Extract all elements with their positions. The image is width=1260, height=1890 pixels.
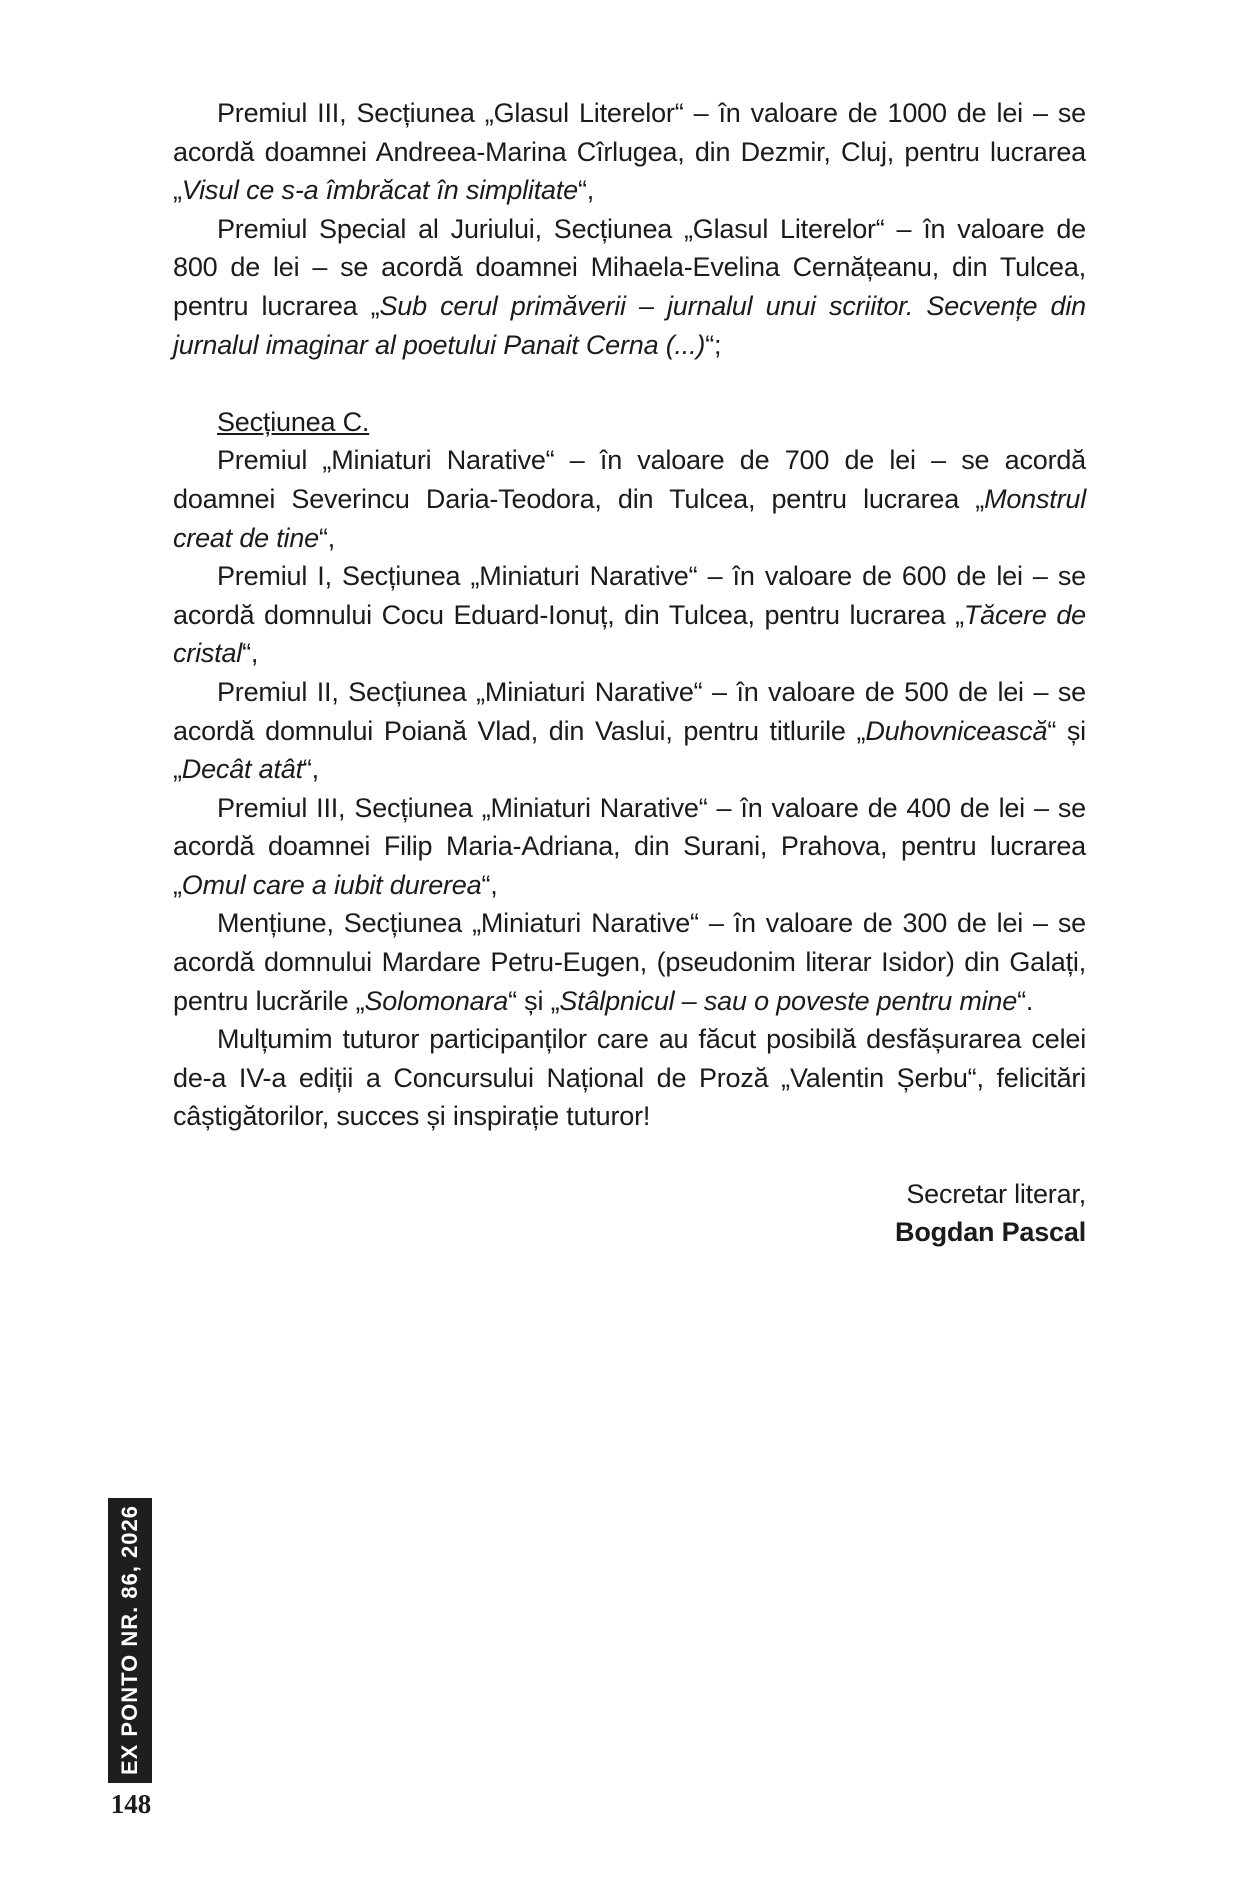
text-run: Premiul II, Secțiunea „Miniaturi Narative“ – în valoare de 500 de lei – se acordă domnului Poiană Vlad, din Vaslui, pentru titlurile „ bbox=[173, 676, 1086, 746]
para-premiul-special-juriului bbox=[173, 210, 1086, 364]
text-run: Secțiunea C. bbox=[217, 406, 370, 437]
text-run: “; bbox=[705, 329, 722, 360]
text-run: Monstrul creat de tine bbox=[173, 483, 1086, 553]
text-run: Premiul I, Secțiunea „Miniaturi Narative“ – în valoare de 600 de lei – se acordă domnului Cocu Eduard-Ionuț, din Tulcea, pentru lucrarea „ bbox=[173, 561, 1086, 630]
text-run: “, bbox=[319, 522, 336, 553]
text-run: Sub cerul primăverii – jurnalul unui scriitor. Secvențe din jurnalul imaginar al poetului Panait Cerna (...) bbox=[173, 290, 1086, 360]
para-premiul-1-miniaturi bbox=[173, 557, 1086, 673]
text-run: “ și „ bbox=[508, 985, 560, 1016]
para-premiul-miniaturi-narative bbox=[173, 441, 1086, 557]
signature-name: Bogdan Pascal bbox=[895, 1217, 1086, 1248]
body-text bbox=[173, 94, 1086, 1252]
text-run: Tăcere de cristal bbox=[173, 599, 1086, 669]
text-run: Omul care a iubit durerea bbox=[181, 869, 482, 900]
paragraph-list bbox=[173, 94, 1086, 1136]
text-run: “ și „ bbox=[173, 715, 1086, 785]
text-run: “, bbox=[242, 638, 259, 669]
heading-sectiunea-c bbox=[173, 403, 1086, 442]
text-run: Premiul III, Secțiunea „Miniaturi Narative“ – în valoare de 400 de lei – se acordă doamnei Filip Maria-Adriana, din Surani, Prahova, pentru lucrarea „ bbox=[173, 792, 1086, 900]
para-premiul-3-miniaturi bbox=[173, 789, 1086, 905]
text-run: “, bbox=[577, 175, 595, 206]
text-run: Visul ce s-a îmbrăcat în simplitate bbox=[181, 175, 578, 206]
text-run: “. bbox=[1017, 985, 1034, 1016]
text-run: Premiul Special al Juriului, Secțiunea „Glasul Literelor“ – în valoare de 800 de lei – se acordă doamnei Mihaela-Evelina Cernățeanu, din Tulcea, pentru lucrarea „ bbox=[173, 213, 1086, 321]
text-run: Premiul III, Secțiunea „Glasul Literelor“ – în valoare de 1000 de lei – se acordă doamnei Andreea-Marina Cîrlugea, din Dezmir, Cluj, pentru lucrarea „ bbox=[173, 98, 1086, 206]
signature-role: Secretar literar, bbox=[906, 1178, 1086, 1209]
signature-block bbox=[173, 1175, 1086, 1252]
journal-spine-label: EX PONTO NR. 86, 2026 bbox=[117, 1505, 142, 1776]
text-run: Mențiune, Secțiunea „Miniaturi Narative“ – în valoare de 300 de lei – se acordă domnului Mardare Petru-Eugen, (pseudonim literar Isidor) din Galați, pentru lucrările „ bbox=[173, 908, 1086, 1016]
text-run: “, bbox=[302, 754, 319, 785]
text-run: Solomonara bbox=[364, 985, 509, 1016]
page-number: 148 bbox=[110, 1789, 152, 1819]
para-multumiri bbox=[173, 1020, 1086, 1136]
text-run: Premiul „Miniaturi Narative“ – în valoare de 700 de lei – se acordă doamnei Severincu Daria-Teodora, din Tulcea, pentru lucrarea „ bbox=[173, 445, 1086, 514]
text-run: “, bbox=[481, 869, 498, 900]
para-premiul-2-miniaturi bbox=[173, 673, 1086, 789]
text-run: Stâlpnicul – sau o poveste pentru mine bbox=[559, 985, 1018, 1016]
text-run: Decât atât bbox=[181, 754, 303, 785]
text-run: Duhovnicească bbox=[865, 715, 1048, 746]
para-mentiune-miniaturi bbox=[173, 904, 1086, 1020]
para-premiul-3-glasul-literelor bbox=[173, 94, 1086, 210]
text-run: Mulțumim tuturor participanților care au făcut posibilă desfășurarea celei de-a IV-a ediții a Concursului Național de Proză „Valentin Șerbu“, felicitări câștigătorilor, succes și inspirație tuturor! bbox=[173, 1024, 1086, 1132]
journal-spine-bar bbox=[108, 1498, 152, 1783]
